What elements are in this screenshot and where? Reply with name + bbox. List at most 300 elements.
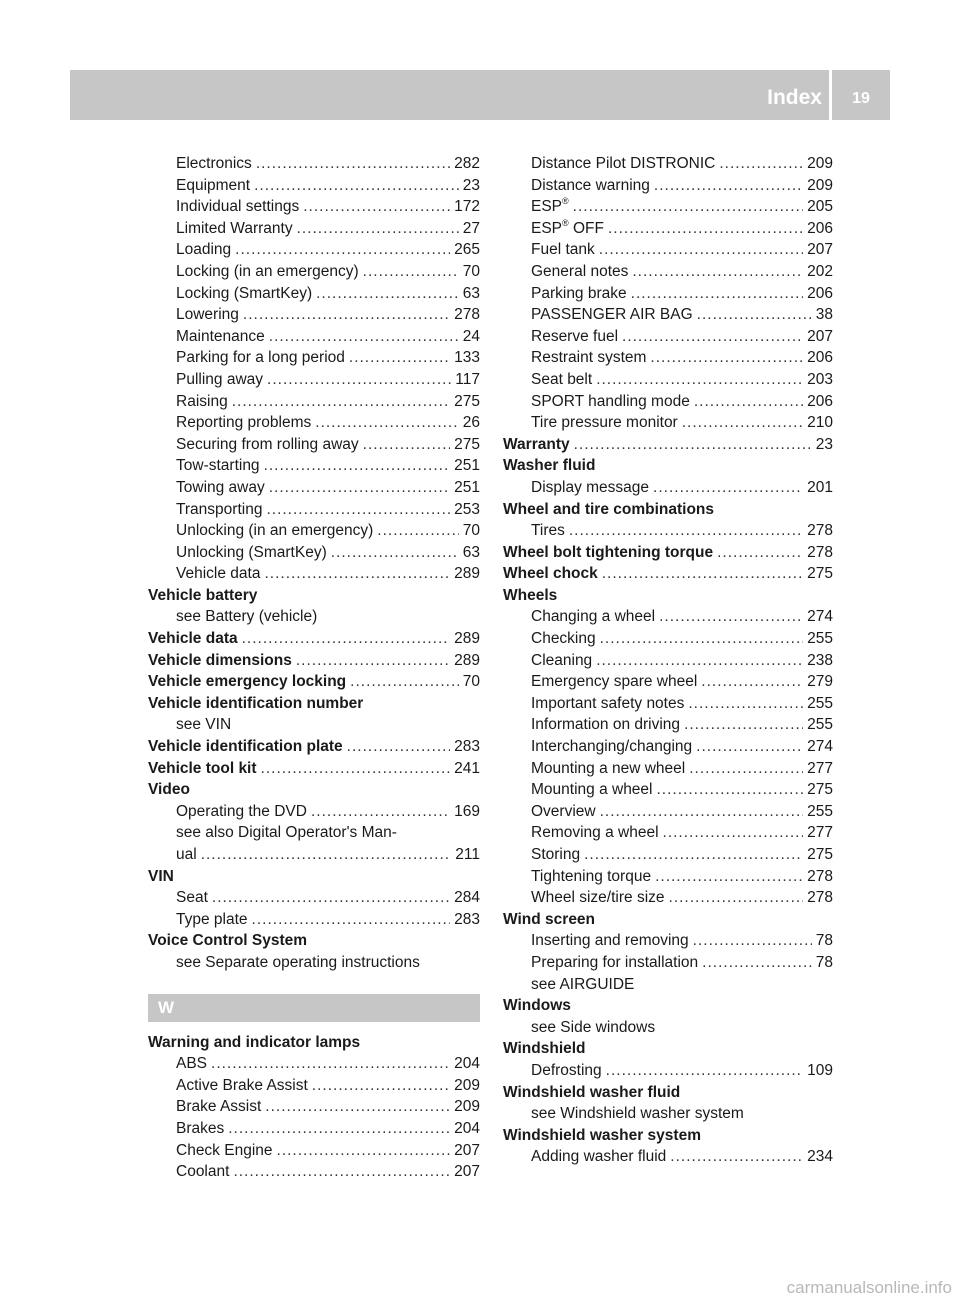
leader-dots (717, 542, 803, 564)
entry-text: see Battery (vehicle) (176, 608, 318, 626)
page-reference: 255 (807, 716, 833, 734)
entry-label (531, 866, 651, 888)
index-heading (503, 1125, 833, 1147)
index-entry (503, 628, 833, 650)
entry-label (531, 1146, 666, 1168)
page-reference: 70 (462, 522, 480, 540)
entry-text: see AIRGUIDE (531, 975, 635, 993)
entry-label (176, 347, 345, 369)
entry-label (503, 499, 714, 521)
entry-label (176, 261, 359, 283)
index-entry (148, 887, 480, 909)
index-entry (503, 758, 833, 780)
page-reference: 265 (454, 241, 480, 259)
index-heading (503, 499, 833, 521)
entry-label (148, 758, 257, 780)
page-reference: 63 (462, 284, 480, 302)
page-reference: 23 (462, 176, 480, 194)
page-reference: 207 (807, 241, 833, 259)
entry-label (176, 239, 231, 261)
entry-label (503, 455, 595, 477)
index-entry (503, 671, 833, 693)
entry-label (531, 1103, 744, 1125)
index-entry (503, 196, 833, 218)
page-reference: 204 (454, 1119, 480, 1137)
leader-dots (264, 455, 451, 477)
index-heading (148, 1032, 480, 1054)
leader-dots (688, 693, 803, 715)
entry-label (531, 520, 565, 542)
index-heading (148, 779, 480, 801)
index-entry (148, 218, 480, 240)
page-reference: 133 (454, 349, 480, 367)
page-reference: 275 (454, 392, 480, 410)
entry-label (148, 866, 174, 888)
index-entry (148, 1053, 480, 1075)
leader-dots (606, 1060, 803, 1082)
entry-label (531, 671, 697, 693)
page-reference: 209 (454, 1076, 480, 1094)
index-entry (503, 606, 833, 628)
index-column-right (503, 153, 833, 1168)
entry-label (531, 606, 655, 628)
entry-label (503, 995, 571, 1017)
page-reference: 204 (454, 1055, 480, 1073)
entry-text: Changing a wheel (531, 608, 656, 626)
entry-text: Vehicle data (148, 630, 238, 648)
entry-label (531, 844, 580, 866)
page-reference: 202 (807, 262, 833, 280)
leader-dots (693, 930, 812, 952)
leader-dots (653, 477, 803, 499)
entry-label (176, 1161, 229, 1183)
index-entry (148, 736, 480, 758)
entry-label (503, 1082, 680, 1104)
index-entry (503, 714, 833, 736)
entry-label (531, 736, 692, 758)
page-reference: 275 (807, 846, 833, 863)
leader-dots (697, 304, 812, 326)
entry-label (531, 1060, 602, 1082)
index-entry (503, 283, 833, 305)
leader-dots (311, 801, 450, 823)
index-entry (148, 671, 480, 693)
entry-label (531, 714, 680, 736)
entry-label (176, 369, 263, 391)
entry-text: Storing (531, 846, 581, 863)
entry-label (176, 1118, 224, 1140)
entry-text: Locking (in an emergency) (176, 262, 359, 280)
index-entry (503, 477, 833, 499)
page-reference: 251 (454, 478, 480, 496)
index-entry (503, 779, 833, 801)
entry-text: SPORT handling mode (531, 392, 690, 410)
entry-text: Operating the DVD (176, 802, 307, 820)
leader-dots (573, 196, 803, 218)
index-entry (503, 887, 833, 909)
leader-dots (232, 391, 450, 413)
leader-dots (596, 650, 803, 672)
page-reference: 70 (462, 262, 480, 280)
page-reference: 255 (807, 694, 833, 712)
entry-text: Active Brake Assist (176, 1076, 308, 1094)
index-entry (148, 499, 480, 521)
index-entry (148, 801, 480, 823)
entry-text: Warranty (503, 435, 570, 453)
entry-text: Wheel bolt tightening torque (503, 543, 714, 561)
page-reference: 277 (807, 759, 833, 777)
leader-dots (316, 283, 459, 305)
entry-label (531, 412, 678, 434)
entry-label (176, 909, 248, 931)
page-reference: 278 (807, 889, 833, 907)
page-reference: 78 (815, 932, 833, 950)
entry-text: see Side windows (531, 1018, 656, 1036)
entry-text: Interchanging/changing (531, 738, 693, 756)
entry-text: Fuel tank (531, 241, 595, 259)
entry-label (531, 779, 653, 801)
section-title: Index (767, 86, 822, 109)
entry-text: Loading (176, 241, 232, 259)
entry-text: ABS (176, 1055, 208, 1073)
page-reference: 274 (807, 608, 833, 626)
index-letter-heading: W (148, 994, 480, 1022)
leader-dots (608, 218, 803, 240)
entry-text: Windshield (503, 1040, 586, 1058)
entry-label (531, 239, 595, 261)
entry-label (503, 585, 557, 607)
leader-dots (655, 866, 803, 888)
entry-text: Vehicle emergency locking (148, 673, 347, 691)
leader-dots (350, 671, 459, 693)
page-reference: 278 (454, 306, 480, 324)
entry-label (503, 542, 713, 564)
entry-label (531, 283, 627, 305)
page-reference: 283 (454, 738, 480, 756)
leader-dots (363, 434, 450, 456)
index-entry (148, 1096, 480, 1118)
index-entry (503, 542, 833, 564)
entry-label (176, 434, 359, 456)
index-entry (148, 326, 480, 348)
entry-text: Vehicle identification plate (148, 738, 343, 756)
page-reference: 253 (454, 500, 480, 518)
index-entry (503, 1060, 833, 1082)
entry-text: Vehicle data (176, 565, 261, 583)
page-reference: 275 (454, 435, 480, 453)
entry-label (531, 196, 569, 218)
entry-label (531, 822, 659, 844)
registered-mark: ® (562, 196, 569, 207)
leader-dots (331, 542, 459, 564)
entry-label (176, 218, 293, 240)
page-reference: 206 (807, 219, 833, 237)
index-entry (503, 1103, 833, 1125)
entry-text: Distance Pilot DISTRONIC (531, 155, 716, 172)
leader-dots (267, 369, 451, 391)
entry-text: Preparing for installation (531, 953, 699, 971)
leader-dots (696, 736, 803, 758)
entry-label (531, 628, 596, 650)
entry-text: Display message (531, 478, 650, 496)
entry-label (531, 391, 690, 413)
index-heading (503, 995, 833, 1017)
page-reference: 23 (815, 435, 833, 453)
entry-label (176, 520, 373, 542)
leader-dots (242, 628, 451, 650)
page-number: 19 (852, 90, 870, 107)
entry-label (531, 261, 628, 283)
page-reference: 78 (815, 953, 833, 971)
entry-text: Information on driving (531, 716, 681, 734)
entry-label (176, 196, 299, 218)
index-entry (148, 822, 480, 844)
leader-dots (377, 520, 458, 542)
entry-label (176, 175, 250, 197)
entry-text: see VIN (176, 716, 232, 734)
index-entry (503, 822, 833, 844)
leader-dots (296, 650, 450, 672)
index-entry (148, 758, 480, 780)
watermark: carmanualsonline.info (786, 1278, 952, 1297)
entry-label (176, 283, 312, 305)
entry-label (531, 175, 650, 197)
entry-text: Towing away (176, 478, 265, 496)
entry-text: Tires (531, 522, 565, 540)
page-reference: 26 (462, 414, 480, 432)
entry-label (176, 822, 397, 844)
index-entry (148, 1161, 480, 1183)
page-reference: 289 (454, 630, 480, 648)
index-entry (503, 1017, 833, 1039)
page-reference: 206 (807, 349, 833, 367)
leader-dots (663, 822, 804, 844)
entry-text: Wheels (503, 586, 558, 604)
page-reference: 117 (455, 370, 480, 388)
page-reference: 278 (807, 522, 833, 540)
entry-text: Maintenance (176, 327, 265, 345)
page-header (70, 70, 890, 120)
leader-dots (670, 1146, 803, 1168)
entry-label (176, 455, 260, 477)
entry-text: VIN (148, 867, 174, 885)
entry-text: Seat belt (531, 370, 593, 388)
index-entry (503, 952, 833, 974)
entry-text-suffix: OFF (568, 219, 604, 237)
page-reference: 274 (807, 738, 833, 756)
index-entry (503, 153, 833, 175)
page-reference: 169 (454, 802, 480, 820)
index-entry (148, 1140, 480, 1162)
leader-dots (303, 196, 450, 218)
entry-text: Tow-starting (176, 457, 260, 475)
leader-dots (252, 909, 451, 931)
entry-label (148, 628, 238, 650)
leader-dots (269, 326, 459, 348)
leader-dots (264, 563, 450, 585)
entry-label (176, 1096, 261, 1118)
entry-text: Washer fluid (503, 457, 596, 475)
entry-label (176, 887, 208, 909)
entry-label (531, 347, 646, 369)
leader-dots (261, 758, 451, 780)
page-reference: 203 (807, 370, 833, 388)
page-reference: 289 (454, 565, 480, 583)
page-reference: 205 (807, 198, 833, 216)
page-reference: 234 (807, 1148, 833, 1166)
leader-dots (265, 1096, 450, 1118)
entry-label (176, 477, 265, 499)
index-heading (503, 1038, 833, 1060)
entry-text: Adding washer fluid (531, 1148, 667, 1166)
page-reference: 284 (454, 889, 480, 907)
leader-dots (654, 175, 803, 197)
entry-text: Vehicle dimensions (148, 651, 292, 669)
index-entry (148, 844, 480, 866)
index-entry (148, 542, 480, 564)
page-reference: 206 (807, 392, 833, 410)
page-reference: 172 (454, 198, 480, 216)
page-reference: 206 (807, 284, 833, 302)
leader-dots (650, 347, 803, 369)
entry-text: Locking (SmartKey) (176, 284, 313, 302)
index-entry (148, 347, 480, 369)
page-reference: 109 (807, 1061, 833, 1079)
index-entry (503, 347, 833, 369)
entry-label (531, 801, 596, 823)
entry-text: ESP (531, 198, 563, 216)
page-reference: 38 (815, 306, 833, 324)
leader-dots (622, 326, 803, 348)
index-entry (148, 909, 480, 931)
page-reference: 201 (807, 478, 833, 496)
index-entry (148, 196, 480, 218)
index-heading (148, 866, 480, 888)
leader-dots (569, 520, 803, 542)
page-reference: 275 (807, 781, 833, 799)
index-entry (148, 520, 480, 542)
leader-dots (599, 239, 803, 261)
index-heading (503, 455, 833, 477)
entry-text: Emergency spare wheel (531, 673, 698, 691)
entry-label (176, 326, 265, 348)
entry-text: Wheel chock (503, 565, 598, 583)
entry-text: Type plate (176, 910, 248, 928)
index-entry (148, 952, 480, 974)
leader-dots (596, 369, 803, 391)
index-entry (503, 974, 833, 996)
index-heading (503, 585, 833, 607)
entry-text: Check Engine (176, 1141, 273, 1159)
entry-label (531, 930, 689, 952)
entry-text: ual (176, 846, 197, 863)
entry-text: Restraint system (531, 349, 647, 367)
leader-dots (363, 261, 459, 283)
entry-text: Reserve fuel (531, 327, 619, 345)
entry-text: Distance warning (531, 176, 650, 194)
entry-text: Unlocking (in an emergency) (176, 522, 374, 540)
leader-dots (694, 391, 803, 413)
entry-text: Video (148, 781, 190, 799)
entry-label (503, 1038, 586, 1060)
entry-label (503, 434, 570, 456)
leader-dots (689, 758, 803, 780)
entry-text: Mounting a wheel (531, 781, 653, 799)
entry-text: Seat (176, 889, 208, 907)
index-entry (503, 520, 833, 542)
leader-dots (701, 671, 803, 693)
entry-label (531, 304, 693, 326)
leader-dots (631, 283, 803, 305)
entry-text: Pulling away (176, 370, 264, 388)
entry-label (176, 499, 262, 521)
index-entry (503, 801, 833, 823)
index-entry (503, 239, 833, 261)
index-entry (148, 391, 480, 413)
entry-label (503, 1125, 701, 1147)
entry-text: Brakes (176, 1119, 225, 1137)
index-entry (503, 736, 833, 758)
entry-label (531, 887, 665, 909)
index-column-left (148, 153, 480, 1183)
entry-label (531, 218, 604, 240)
page-reference: 289 (454, 651, 480, 669)
leader-dots (584, 844, 803, 866)
entry-label (503, 909, 595, 931)
entry-text: Mounting a new wheel (531, 759, 686, 777)
index-entry (148, 175, 480, 197)
leader-dots (243, 304, 450, 326)
entry-text: see Windshield washer system (531, 1105, 744, 1123)
entry-label (148, 585, 257, 607)
page-reference: 209 (807, 155, 833, 172)
index-heading (148, 693, 480, 715)
entry-label (531, 326, 618, 348)
entry-text: Securing from rolling away (176, 435, 359, 453)
entry-label (531, 477, 649, 499)
page-reference: 207 (454, 1163, 480, 1181)
entry-text: Wind screen (503, 910, 596, 928)
index-entry (148, 304, 480, 326)
page-reference: 63 (462, 543, 480, 561)
entry-label (176, 844, 197, 866)
page-reference: 211 (455, 846, 480, 863)
index-entry (503, 391, 833, 413)
entry-text: Unlocking (SmartKey) (176, 543, 327, 561)
leader-dots (600, 801, 804, 823)
index-entry (148, 477, 480, 499)
index-entry (148, 239, 480, 261)
leader-dots (266, 499, 450, 521)
index-heading (503, 1082, 833, 1104)
index-entry (503, 261, 833, 283)
entry-label (176, 801, 307, 823)
entry-label (176, 304, 239, 326)
page-reference: 241 (454, 759, 480, 777)
entry-text: ESP (531, 219, 563, 237)
entry-label (176, 563, 260, 585)
leader-dots (201, 844, 452, 866)
index-entry (503, 412, 833, 434)
entry-text: Windshield washer fluid (503, 1083, 681, 1101)
page-reference: 283 (454, 910, 480, 928)
leader-dots (659, 606, 803, 628)
page-reference: 278 (807, 543, 833, 561)
entry-label (531, 1017, 655, 1039)
leader-dots (669, 887, 804, 909)
entry-text: Cleaning (531, 651, 593, 669)
entry-text: Transporting (176, 500, 263, 518)
